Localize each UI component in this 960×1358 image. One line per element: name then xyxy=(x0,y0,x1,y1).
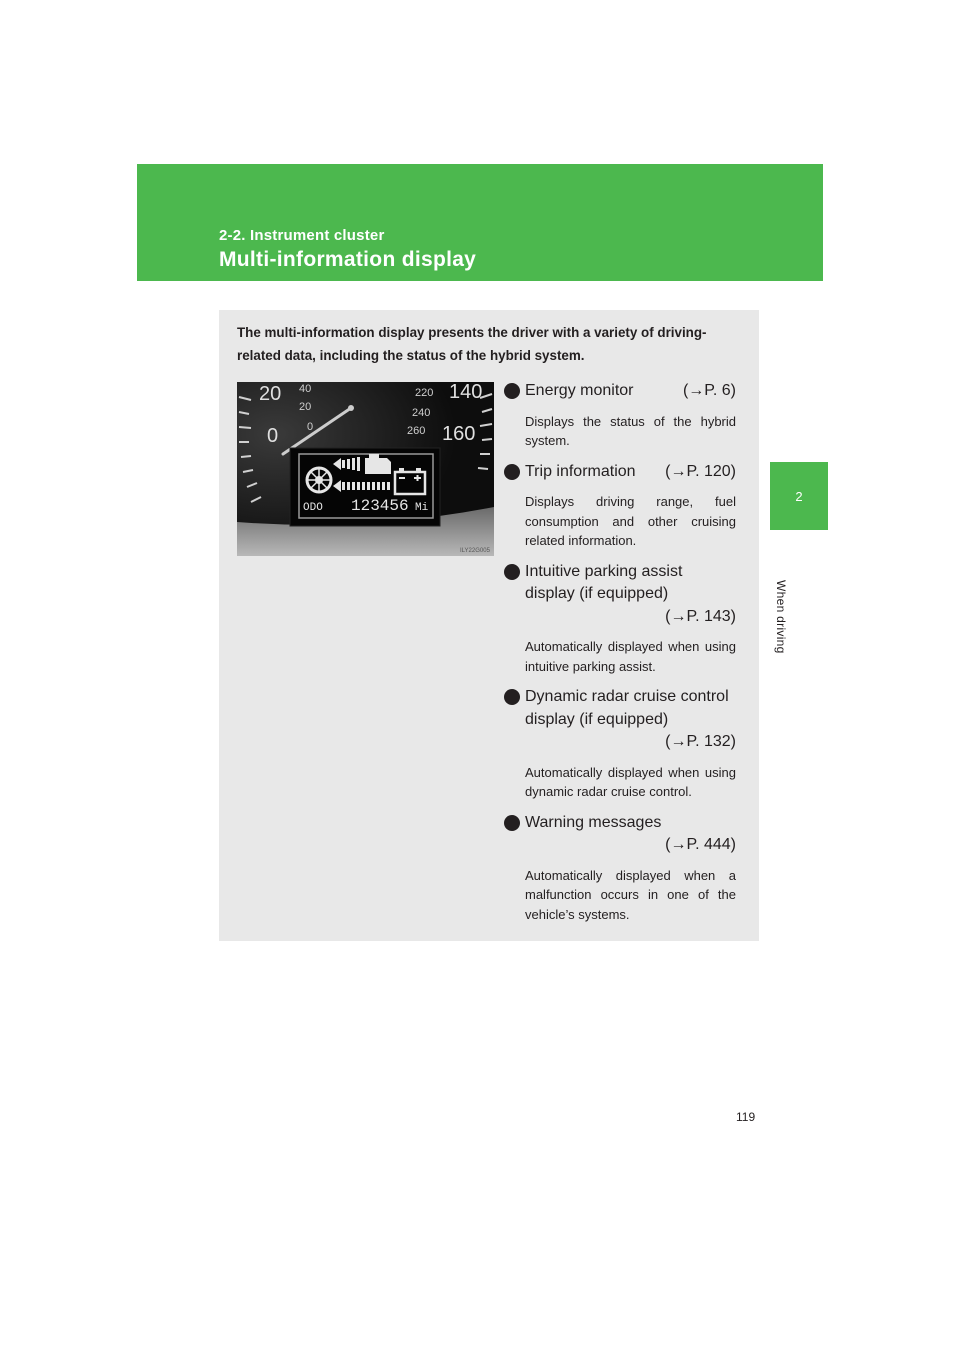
page-reference[interactable]: (→P. 6) xyxy=(682,382,736,399)
gauge-label: 220 xyxy=(415,387,434,399)
list-item xyxy=(504,380,736,451)
page-title: Multi-information display xyxy=(219,248,477,271)
gauge-label: 160 xyxy=(442,423,476,445)
gauge-label: 0 xyxy=(267,425,279,447)
engine-icon xyxy=(365,458,391,474)
list-item xyxy=(504,812,736,925)
item-title: Intuitive parking assist display (if equipped) xyxy=(525,562,683,602)
content-panel xyxy=(219,310,759,941)
item-title: Dynamic radar cruise control display (if equipped) xyxy=(525,688,729,728)
item-description: Automatically displayed when using dynamic radar cruise control. xyxy=(525,764,736,799)
item-title: Energy monitor xyxy=(525,382,634,399)
odometer-value: 123456 xyxy=(351,497,409,515)
gauge-label: 20 xyxy=(259,383,282,405)
chapter-tab[interactable]: 2 xyxy=(770,462,828,530)
bullet-icon xyxy=(504,464,520,480)
list-item xyxy=(504,461,736,551)
display-items-list xyxy=(504,380,736,934)
section-heading: 2-2. Instrument cluster xyxy=(219,227,385,244)
page-number: 119 xyxy=(736,1110,756,1124)
item-description: Displays driving range, fuel consumption and other cruising related information. xyxy=(525,494,736,548)
gauge-label: 0 xyxy=(307,421,314,433)
page-reference[interactable]: (→P. 132) xyxy=(665,733,736,750)
image-code: ILY22G005 xyxy=(460,548,490,554)
item-title: Warning messages xyxy=(525,813,662,831)
bullet-icon xyxy=(504,689,520,705)
instrument-cluster-photo xyxy=(237,382,494,556)
bullet-icon xyxy=(504,564,520,580)
odometer-unit: Mi xyxy=(415,502,429,514)
gauge-label: 240 xyxy=(412,407,431,419)
intro-text: The multi-information display presents the driver with a variety of driving-related data, including the status of the hybrid system. xyxy=(237,325,707,363)
bullet-icon xyxy=(504,815,520,831)
page-reference[interactable]: (→P. 444) xyxy=(665,836,736,853)
gauge-label: 40 xyxy=(299,383,312,395)
gauge-label: 20 xyxy=(299,401,312,413)
odometer-label: ODO xyxy=(303,502,323,514)
chapter-tab-label: When driving xyxy=(774,580,788,654)
item-description: Automatically displayed when using intuitive parking assist. xyxy=(525,639,736,674)
chapter-header xyxy=(137,164,823,281)
gauge-label: 260 xyxy=(407,425,426,437)
item-description: Automatically displayed when a malfunction occurs in one of the vehicle’s systems. xyxy=(525,867,736,922)
page-reference[interactable]: (→P. 120) xyxy=(665,462,736,480)
list-item xyxy=(504,686,736,802)
bullet-icon xyxy=(504,383,520,399)
item-description: Displays the status of the hybrid system. xyxy=(525,413,736,448)
item-title: Trip information xyxy=(525,462,636,480)
list-item xyxy=(504,561,736,677)
gauge-label: 140 xyxy=(449,382,483,403)
page-reference[interactable]: (→P. 143) xyxy=(665,607,736,625)
